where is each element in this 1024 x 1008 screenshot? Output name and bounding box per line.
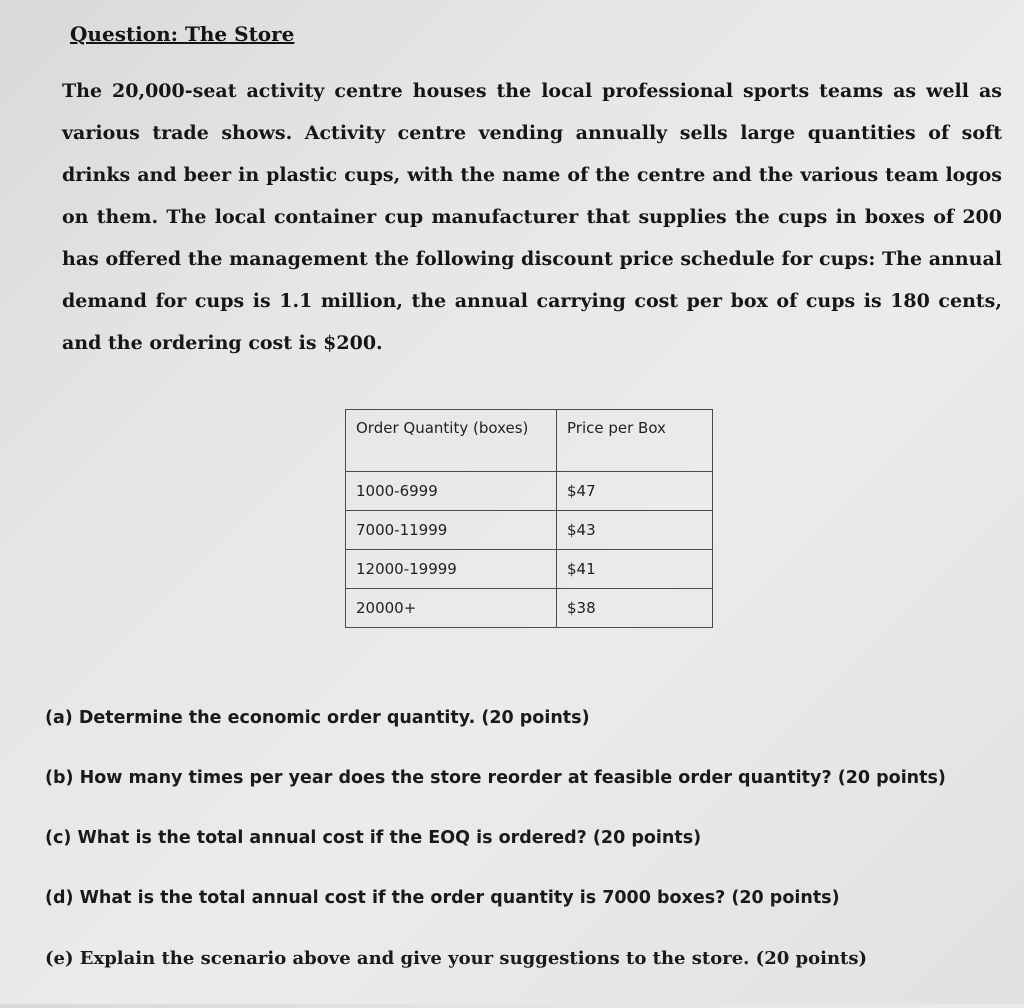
part-b: (b) How many times per year does the store reorder at feasible order quantity? (20 points)	[45, 768, 946, 788]
part-c: (c) What is the total annual cost if the EOQ is ordered? (20 points)	[45, 828, 702, 848]
part-a: (a) Determine the economic order quantity. (20 points)	[45, 708, 590, 728]
table-header-row	[346, 410, 713, 472]
table-row	[346, 550, 713, 589]
table-row	[346, 511, 713, 550]
order-quantity-cell: 20000+	[346, 589, 557, 628]
question-intro: The 20,000-seat activity centre houses the local professional sports teams as well as various trade shows. Activity centre vending annually sells large quantities of soft drinks and beer in plastic cups, with the name of the centre and the various team logos on them. The local container cup manufacturer that supplies the cups in boxes of 200 has offered the management the following discount price schedule for cups: The annual demand for cups is 1.1 million, the annual carrying cost per box of cups is 180 cents, and the ordering cost is $200.	[62, 80, 1002, 354]
question-title: Question: The Store	[70, 22, 295, 46]
table-row	[346, 589, 713, 628]
table-row	[346, 472, 713, 511]
question-parts	[45, 708, 1015, 1008]
discount-price-table	[345, 409, 713, 628]
part-e: (e) Explain the scenario above and give your suggestions to the store. (20 points)	[45, 948, 867, 969]
header-order-quantity: Order Quantity (boxes)	[346, 410, 557, 472]
price-cell: $47	[557, 472, 713, 511]
order-quantity-cell: 1000-6999	[346, 472, 557, 511]
order-quantity-cell: 7000-11999	[346, 511, 557, 550]
price-cell: $43	[557, 511, 713, 550]
price-cell: $38	[557, 589, 713, 628]
price-cell: $41	[557, 550, 713, 589]
part-d: (d) What is the total annual cost if the order quantity is 7000 boxes? (20 points)	[45, 888, 840, 908]
header-price-per-box: Price per Box	[557, 410, 713, 472]
order-quantity-cell: 12000-19999	[346, 550, 557, 589]
